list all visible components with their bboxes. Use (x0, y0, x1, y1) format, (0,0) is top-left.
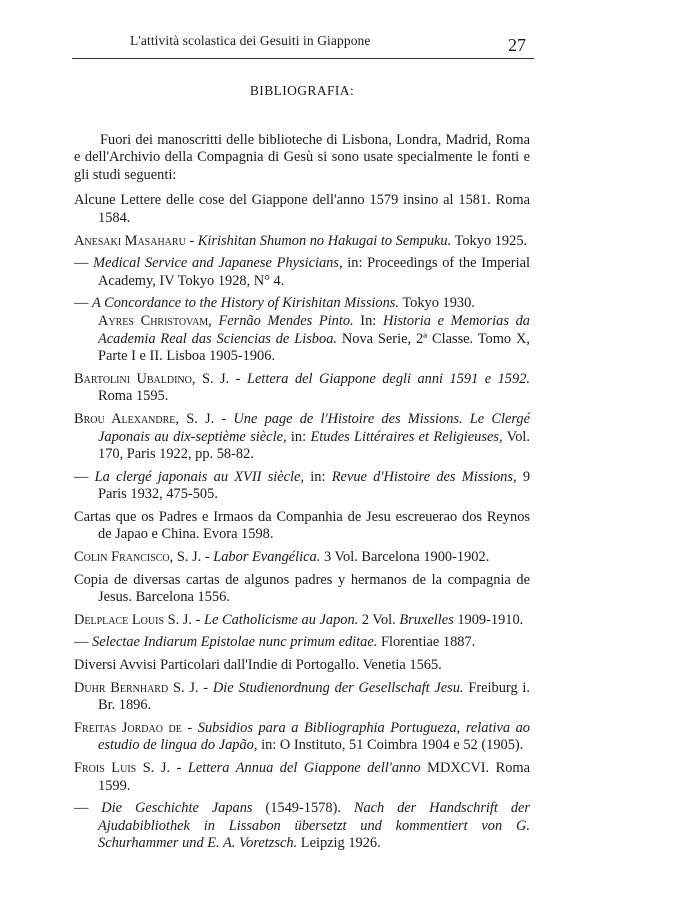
entry-text-2: Leipzig 1926. (297, 835, 381, 852)
entry-text: Tokyo 1925. (451, 232, 528, 249)
entry-author: Bartolini Ubaldino, (74, 370, 196, 387)
bibliography-entry (74, 657, 530, 675)
entry-title-2: Nach der Handschrift der Ajudabibliothek in Lissabon übersetzt und kommentiert von G. Schurhammer und E. A. Voretzsch. (98, 800, 530, 852)
running-title: L'attività scolastica dei Gesuiti in Giappone (130, 33, 371, 48)
entry-sub-title-2: Historia e Memorias da Academia Real das Sciencias de Lisboa. (98, 312, 530, 347)
bibliography-entry (74, 800, 530, 853)
intro-paragraph: Fuori dei manoscritti delle biblioteche di Lisbona, Londra, Madrid, Roma e dell'Archivio della Compagnia di Gesù si sono usate specialmente le fonti e gli studi seguenti: (74, 131, 530, 183)
entry-text-2: Vol. 170, Paris 1922, pp. 58-82. (98, 428, 531, 463)
entry-title-2: Bruxelles (399, 611, 454, 628)
entry-text-2: 1909-1910. (453, 611, 524, 628)
entry-title: La clergé japonais au XVII siècle, (94, 468, 305, 485)
entry-author: Frois Luis (74, 760, 137, 776)
entry-text: Tokyo 1930. (399, 295, 475, 312)
entry-separator: S. J. - (168, 679, 213, 696)
entry-title: Die Geschichte Japans (101, 800, 253, 817)
bibliography-section (74, 82, 530, 858)
entry-sub-title: Fernão Mendes Pinto. (218, 312, 354, 329)
entry-author: Freitas Jordao de (74, 719, 182, 736)
entry-text: Florentiae 1887. (377, 634, 476, 651)
section-title: BIBLIOGRAFIA: (249, 83, 355, 98)
entry-text: in: (304, 468, 332, 485)
entry-author: — (74, 255, 89, 272)
entry-author: Delplace Louis (74, 611, 165, 628)
entry-title: Le Catholicisme au Japon. (204, 611, 359, 628)
entry-author: — (74, 800, 89, 817)
header-rule (72, 58, 534, 59)
entry-title: Medical Service and Japanese Physicians, (93, 255, 343, 272)
entry-sub-text: In: (353, 312, 383, 329)
bibliography-entry (74, 634, 530, 652)
bibliography-entry (74, 371, 530, 406)
entry-text: Diversi Avvisi Particolari dall'Indie di Portogallo. Venetia 1565. (74, 657, 442, 674)
entry-title-2: Revue d'Histoire des Missions, (331, 468, 517, 485)
bibliography-entry (74, 549, 530, 567)
entry-text: 3 Vol. Barcelona 1900-1902. (320, 549, 490, 566)
entry-separator (88, 800, 101, 816)
bibliography-entry (74, 469, 530, 504)
entry-title: Subsidios para a Bibliographia Portugueza, relativa ao estudio de lingua do Japão, (98, 719, 530, 754)
entry-text-2: 9 Paris 1932, 475-505. (98, 468, 531, 503)
entry-text: 2 Vol. (358, 611, 400, 628)
entry-text: Copia de diversas cartas de algunos padres y hermanos de la compagnia de Jesus. Barcelona 1556. (74, 571, 530, 606)
entry-text: MDXCVI. Roma 1599. (98, 760, 530, 794)
entry-sub-author: Ayres Christovam, (98, 312, 212, 329)
entry-separator: S. J. - (179, 410, 234, 427)
entry-author: Brou Alexandre, (74, 410, 179, 427)
entry-title: Die Studienordnung der Gesellschaft Jesu. (212, 679, 464, 696)
entry-title: A Concordance to the History of Kirishitan Missions. (92, 295, 400, 312)
entry-author: Anesaki Masaharu (74, 232, 186, 249)
entry-text: in: O Instituto, 51 Coimbra 1904 e 52 (1905). (257, 737, 524, 754)
bibliography-entry (74, 509, 530, 544)
entry-title-2: Etudes Littéraires et Religieuses, (310, 428, 503, 445)
entry-separator: S. J. - (136, 760, 188, 776)
entry-text: Cartas que os Padres e Irmaos da Companhia de Jesu escreuerao dos Reynos de Japao e China. Evora 1598. (74, 508, 530, 543)
bibliography-entry (74, 612, 530, 630)
entry-text: (1549-1578). (252, 800, 354, 817)
entry-author: — (74, 634, 89, 651)
bibliography-entry (74, 680, 530, 715)
bibliography-entry (74, 192, 530, 227)
entry-title: Labor Evangélica. (213, 549, 321, 566)
entry-author: — (74, 295, 89, 312)
entry-author: Duhr Bernhard (74, 679, 169, 696)
entry-author: Colin Francisco, (74, 549, 174, 566)
entry-separator: - (185, 232, 198, 249)
entry-text: Alcune Lettere delle cose del Giappone dell'anno 1579 insino al 1581. Roma 1584. (74, 192, 530, 226)
bibliography-entry (74, 572, 530, 607)
entry-title: Une page de l'Histoire des Missions. Le Clergé Japonais au dix-septième siècle, (98, 410, 531, 445)
entry-separator: S. J. - (164, 611, 204, 628)
bibliography-entry (74, 295, 530, 365)
entry-title: Lettera Annua del Giappone dell'anno (187, 760, 421, 776)
bibliography-entry (74, 720, 530, 755)
entry-separator: S. J. - (173, 549, 214, 566)
bibliography-entry (74, 411, 530, 464)
bibliography-entry (74, 255, 530, 290)
entry-title: Lettera del Giappone degli anni 1591 e 1592. (246, 370, 530, 387)
bibliography-entry (74, 760, 530, 795)
entry-sub-text-2: Nova Serie, 2ª Classe. Tomo X, Parte I e II. Lisboa 1905-1906. (98, 330, 530, 365)
entry-title: Kirishitan Shumon no Hakugai to Sempuku. (197, 232, 452, 249)
entry-text: Freiburg i. Br. 1896. (98, 679, 531, 714)
entry-title: Selectae Indiarum Epistolae nunc primum editae. (92, 634, 378, 651)
entry-text: Roma 1595. (98, 388, 169, 405)
entry-text: in: Proceedings of the Imperial Academy, IV Tokyo 1928, N° 4. (98, 255, 530, 289)
entry-separator: - (181, 719, 198, 736)
page-number: 27 (508, 35, 526, 55)
entry-author: — (74, 468, 89, 485)
entry-separator: S. J. - (195, 370, 247, 387)
bibliography-entry (74, 233, 530, 251)
entry-text: in: (286, 428, 311, 445)
